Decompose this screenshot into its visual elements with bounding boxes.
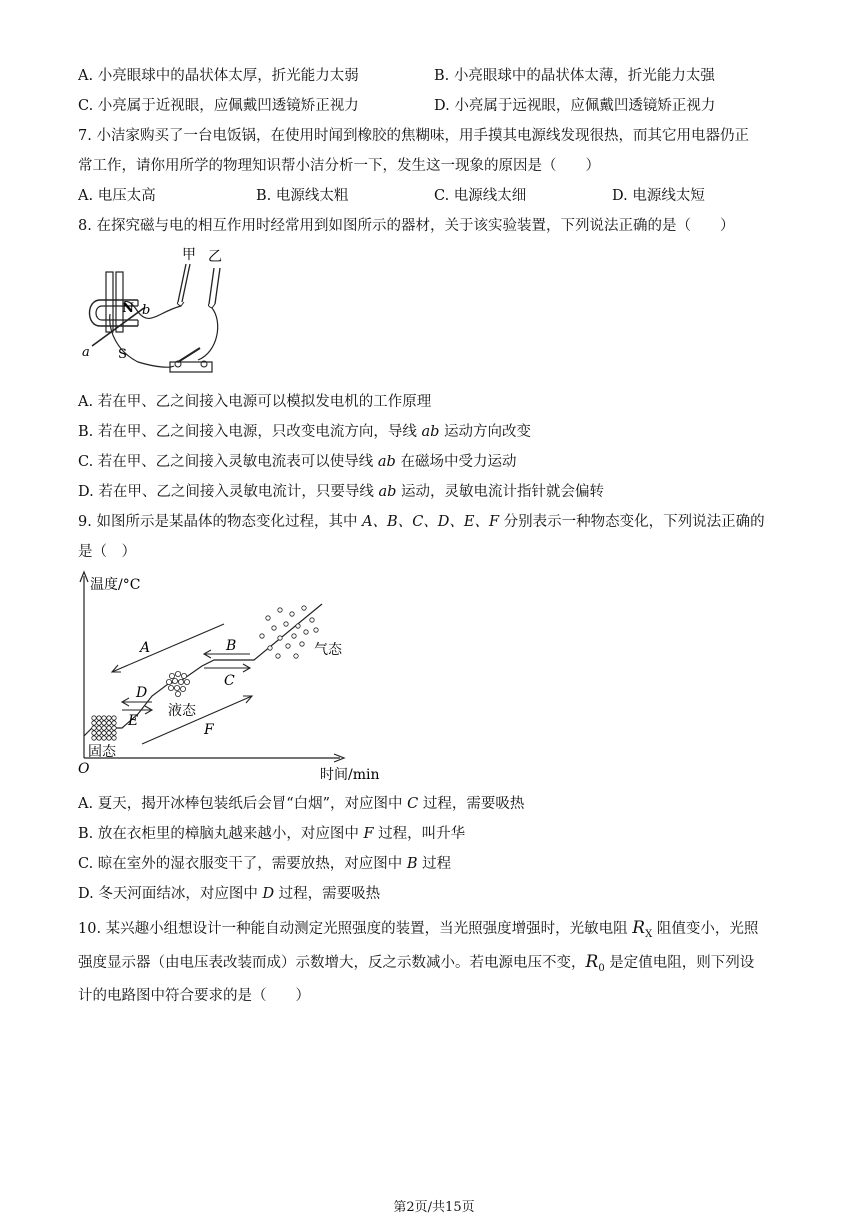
arrow-e-label: E [128, 713, 139, 729]
q9-stem-line2: 是（ ） [78, 544, 136, 560]
origin-label: O [78, 761, 90, 777]
q9-option-c: C. 晾在室外的湿衣服变干了，需要放热，对应图中 B 过程 [78, 856, 452, 872]
q7-option-a: A. 电压太高 [78, 188, 156, 204]
q6-option-c: C. 小亮属于近视眼，应佩戴凹透镜矫正视力 [78, 98, 359, 114]
q10-stem-line2: 强度显示器（由电压表改装而成）示数增大，反之示数减小。若电源电压不变，$R_0$ 是定值电阻，则下列设 [78, 952, 755, 974]
q10-stem-line3: 计的电路图中符合要求的是（ ） [78, 988, 310, 1004]
q8-option-b: B. 若在甲、乙之间接入电源，只改变电流方向，导线 ab 运动方向改变 [78, 424, 532, 440]
q8-option-d: D. 若在甲、乙之间接入灵敏电流计，只要导线 ab 运动，灵敏电流计指针就会偏转 [78, 484, 604, 500]
label-a: a [82, 345, 90, 360]
q7-option-d: D. 电源线太短 [612, 188, 705, 204]
q9-figure-state-change-graph [74, 568, 394, 788]
q9-option-b: B. 放在衣柜里的樟脑丸越来越小，对应图中 F 过程，叫升华 [78, 826, 466, 842]
y-axis-label: 温度/°C [90, 577, 141, 593]
label-n: N [122, 301, 134, 316]
label-s: S [118, 347, 127, 362]
q8-stem: 8. 在探究磁与电的相互作用时经常用到如图所示的器材，关于该实验装置，下列说法正确的是（ ） [78, 218, 735, 234]
q7-stem-line1: 7. 小洁家购买了一台电饭锅，在使用时闻到橡胶的焦糊味，用手摸其电源线发现很热，而其它用电器仍正 [78, 128, 749, 144]
clip-jia-icon [178, 264, 190, 302]
q8-option-a: A. 若在甲、乙之间接入电源可以模拟发电机的工作原理 [78, 394, 432, 410]
arrow-f [142, 696, 252, 744]
q7-option-c: C. 电源线太细 [434, 188, 527, 204]
solid-label: 固态 [88, 744, 116, 760]
q8-option-c: C. 若在甲、乙之间接入灵敏电流表可以使导线 ab 在磁场中受力运动 [78, 454, 517, 470]
q9-stem-line1: 9. 如图所示是某晶体的物态变化过程，其中 A、B、C、D、E、F 分别表示一种物态变化，下列说法正确的 [78, 514, 765, 530]
arrow-a-label: A [140, 640, 151, 656]
arrow-a [112, 624, 224, 672]
x-axis-label: 时间/min [320, 767, 380, 783]
liquid-label: 液态 [168, 703, 196, 719]
solid-particles [92, 716, 116, 740]
conductor-ab [92, 308, 144, 346]
arrow-d-label: D [136, 685, 148, 701]
label-yi: 乙 [208, 249, 222, 265]
q6-option-b: B. 小亮眼球中的晶状体太薄，折光能力太强 [434, 68, 715, 84]
q7-stem-line2: 常工作，请你用所学的物理知识帮小洁分析一下，发生这一现象的原因是（ ） [78, 158, 600, 174]
q9-option-d: D. 冬天河面结冰，对应图中 D 过程，需要吸热 [78, 886, 381, 902]
q10-stem-line1: 10. 某兴趣小组想设计一种能自动测定光照强度的装置，当光照强度增强时，光敏电阻 $R_X$ 阻值变小，光照 [78, 918, 759, 940]
q7-option-b: B. 电源线太粗 [256, 188, 349, 204]
page-number: 第2页/共15页 [393, 1200, 475, 1215]
label-jia: 甲 [182, 247, 196, 263]
gas-label: 气态 [314, 642, 342, 658]
q9-option-a: A. 夏天，揭开冰棒包装纸后会冒“白烟”，对应图中 C 过程，需要吸热 [78, 796, 525, 812]
liquid-particles [166, 671, 189, 696]
label-b: b [142, 303, 151, 318]
arrow-c-label: C [224, 673, 235, 689]
q6-option-a: A. 小亮眼球中的晶状体太厚，折光能力太弱 [78, 68, 359, 84]
arrow-b-label: B [226, 638, 237, 654]
clip-yi-icon [209, 268, 220, 304]
q6-option-d: D. 小亮属于远视眼，应佩戴凹透镜矫正视力 [434, 98, 716, 114]
q8-figure-magnet-apparatus [78, 242, 238, 382]
arrow-f-label: F [204, 722, 214, 738]
